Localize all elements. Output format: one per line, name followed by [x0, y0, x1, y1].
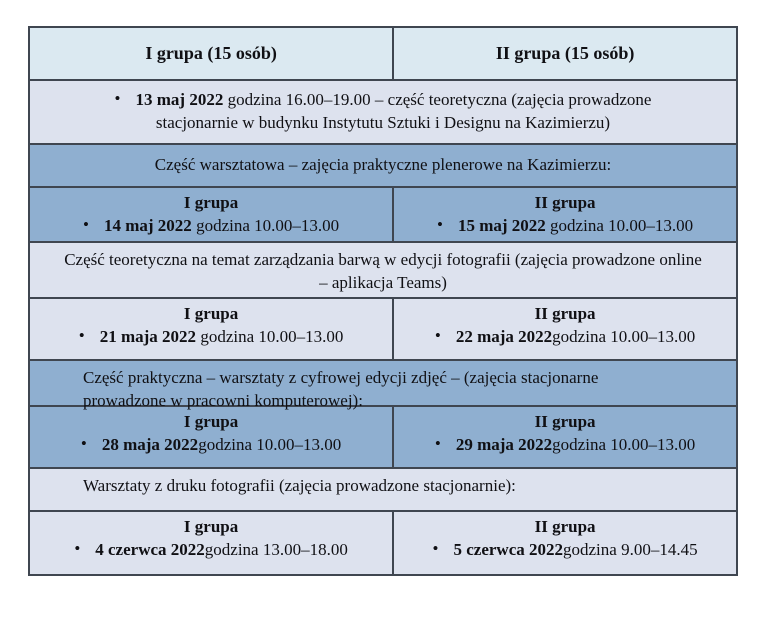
session-date: 28 maja 2022 [101, 435, 199, 454]
session-time: godzina 10.00–13.00 [552, 435, 696, 454]
group-session [30, 325, 392, 348]
group-row-may14 [30, 186, 736, 241]
band-warsztatowa-text: Część warsztatowa – zajęcia praktyczne plenerowe na Kazimierzu: [154, 155, 612, 174]
header-group1-label: I grupa (15 osób) [145, 43, 277, 63]
intro-date: 13 maj 2022 [135, 90, 224, 109]
group-title: II grupa [534, 517, 596, 536]
group-cell-left [30, 512, 392, 574]
group-cell-left [30, 407, 392, 467]
session-time: godzina 10.00–13.00 [545, 216, 694, 235]
group-row-may28 [30, 405, 736, 467]
intro-session-row [30, 79, 736, 143]
group-title: I grupa [183, 517, 239, 536]
group-session [30, 214, 392, 237]
band-teoretyczna-row [30, 241, 736, 297]
group-title: I grupa [183, 304, 239, 323]
session-date: 5 czerwca 2022 [453, 540, 564, 559]
session-time: godzina 10.00–13.00 [196, 327, 344, 346]
bullet-icon: • [78, 326, 85, 345]
group-row-may21 [30, 297, 736, 359]
bullet-icon: • [437, 215, 443, 234]
group-title: I grupa [183, 193, 239, 212]
group-cell-right [392, 188, 736, 241]
session-date: 21 maja 2022 [99, 327, 197, 346]
group-session [394, 433, 736, 456]
intro-rest: godzina 16.00–19.00 – część teoretyczna (zajęcia prowadzone stacjonarnie w budynku Instytutu Sztuki i Designu na Kazimierzu) [155, 90, 652, 132]
session-date: 22 maja 2022 [455, 327, 553, 346]
group-row-june4 [30, 510, 736, 574]
group-cell-left [30, 188, 392, 241]
bullet-icon: • [74, 539, 81, 558]
session-time: godzina 9.00–14.45 [563, 540, 698, 559]
bullet-icon: • [432, 539, 439, 558]
band-teoretyczna-text: Część teoretyczna na temat zarządzania barwą w edycji fotografii (zajęcia prowadzone online – aplikacja Teams) [64, 250, 702, 292]
group-session [30, 538, 392, 561]
session-time: godzina 10.00–13.00 [552, 327, 696, 346]
bullet-icon: • [114, 89, 121, 108]
session-date: 4 czerwca 2022 [95, 540, 205, 559]
session-date: 14 maj 2022 [103, 216, 192, 235]
header-cell-group2 [392, 28, 736, 79]
band-praktyczna-row [30, 359, 736, 410]
group-session [394, 214, 736, 237]
group-title: I grupa [183, 412, 239, 431]
group-cell-left [30, 299, 392, 359]
schedule-table [28, 26, 738, 576]
band-druk-row [30, 467, 736, 510]
header-group2-label: II grupa (15 osób) [495, 43, 635, 63]
session-date: 29 maja 2022 [455, 435, 553, 454]
intro-session-text [30, 81, 736, 143]
header-cell-group1 [30, 28, 392, 79]
group-session [30, 433, 392, 456]
group-session [394, 538, 736, 561]
header-row [30, 28, 736, 79]
group-cell-right [392, 299, 736, 359]
bullet-icon: • [83, 215, 89, 234]
session-time: godzina 13.00–18.00 [204, 540, 348, 559]
band-warsztatowa-row [30, 143, 736, 186]
bullet-icon: • [80, 434, 87, 453]
bullet-icon: • [434, 326, 441, 345]
band-praktyczna-text: Część praktyczna – warsztaty z cyfrowej edycji zdjęć – (zajęcia stacjonarne prowadzone w pracowni komputerowej): [83, 368, 599, 410]
band-druk-text: Warsztaty z druku fotografii (zajęcia prowadzone stacjonarnie): [83, 476, 516, 495]
group-title: II grupa [534, 304, 596, 323]
group-cell-right [392, 512, 736, 574]
bullet-icon: • [434, 434, 441, 453]
group-session [394, 325, 736, 348]
session-time: godzina 10.00–13.00 [191, 216, 340, 235]
session-date: 15 maj 2022 [457, 216, 546, 235]
group-title: II grupa [534, 193, 596, 212]
session-time: godzina 10.00–13.00 [198, 435, 342, 454]
group-title: II grupa [534, 412, 596, 431]
group-cell-right [392, 407, 736, 467]
